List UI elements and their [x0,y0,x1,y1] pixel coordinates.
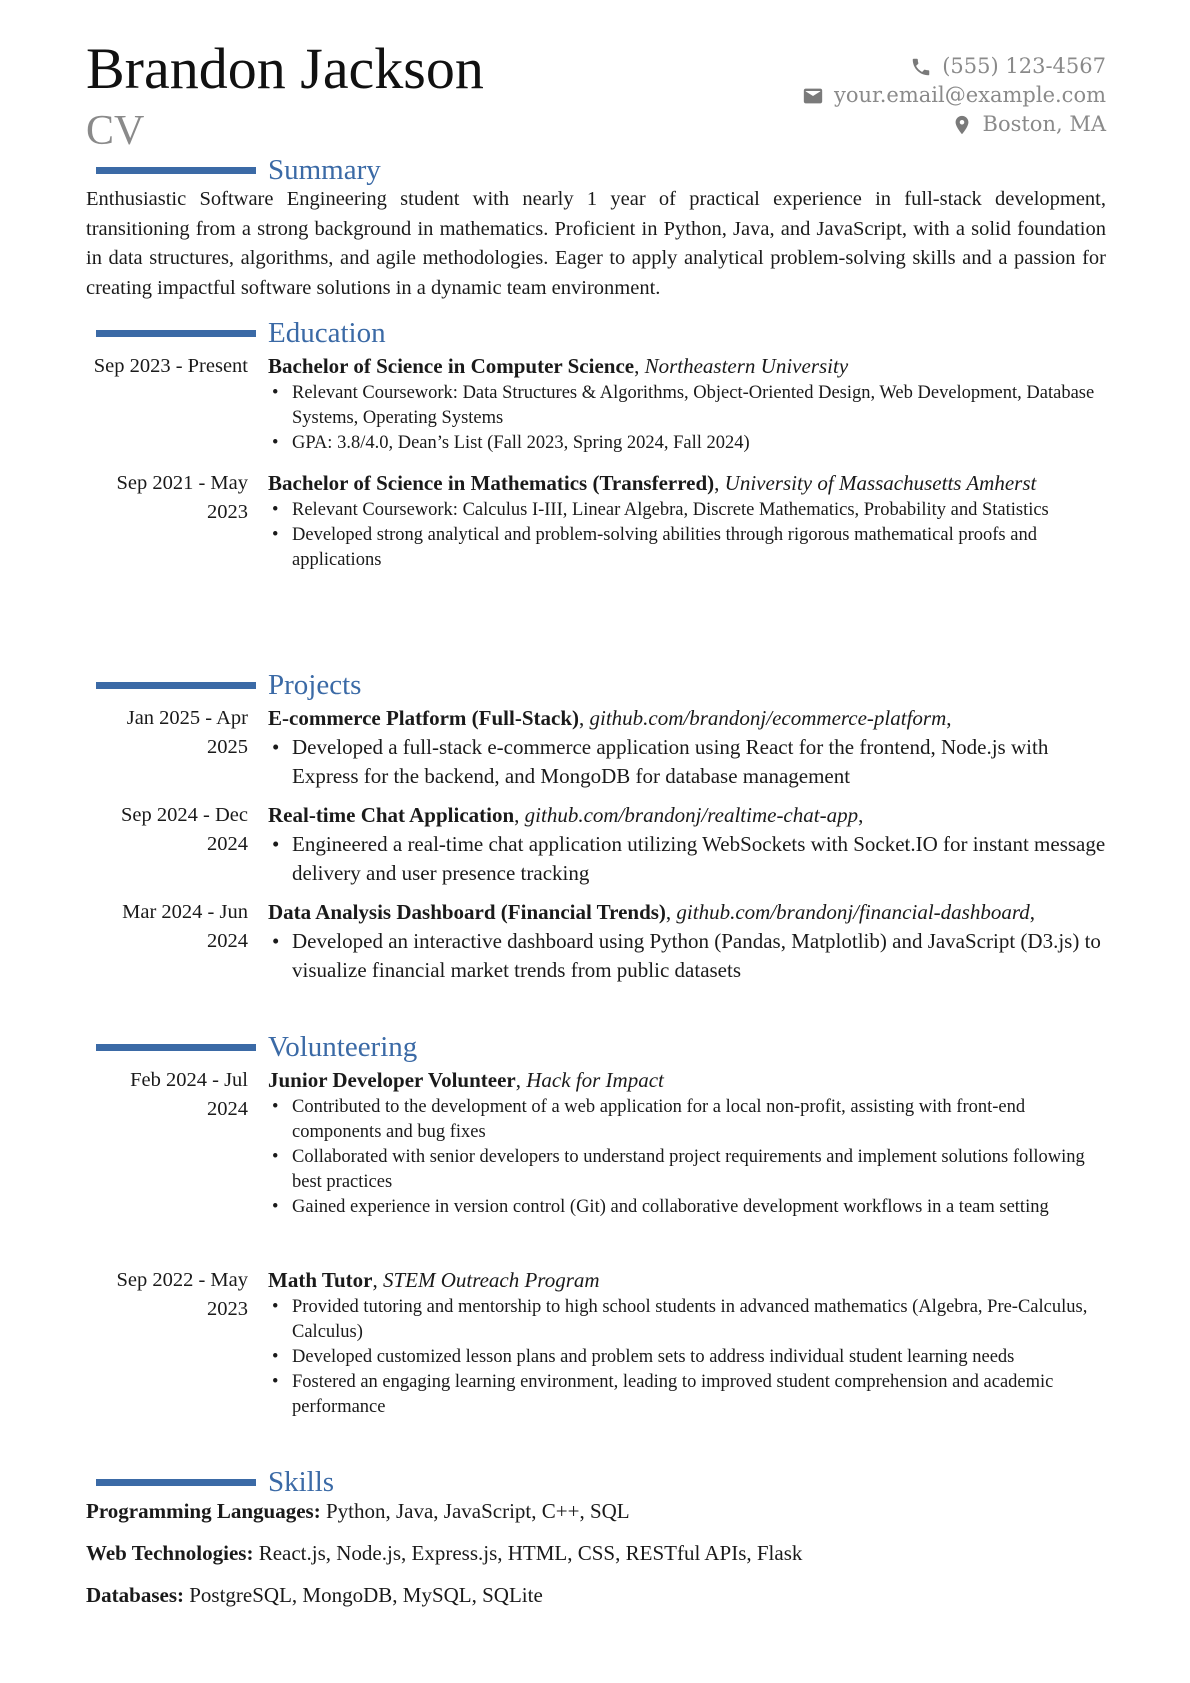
degree-title: Bachelor of Science in Computer Science [268,354,635,378]
entry-date: Sep 2022 - May 2023 [116,1269,248,1320]
education-entry: Sep 2023 - Present Bachelor of Science in Computer Science, Northeastern University • Relevant Coursework: Data Structures & Algorithms, Object-Oriented Design, Web Development, Database Systems, Operating Systems • GPA: 3.8/4.0, Dean’s List (Fall 2023, Spring 2024, Fall 2024) [86,352,1106,456]
map-marker-icon [951,114,973,136]
volunteering-entry: Feb 2024 - Jul 2024 Junior Developer Volunteer, Hack for Impact • Contributed to the development of a web application for a local non-profit, assisting with front-end components and bug fixes • Collaborated with senior developers to understand project requirements and implement solutions following best practices • Gained experience in version control (Git) and collaborative development workflows in a team setting [86,1066,1106,1220]
school-name: Northeastern University [644,354,849,378]
skill-values: PostgreSQL, MongoDB, MySQL, SQLite [189,1583,543,1607]
project-entry: Jan 2025 - Apr 2025 E-commerce Platform (Full-Stack), github.com/brandonj/ecommerce-platform, • Developed a full-stack e-commerce application using React for the frontend, Node.js with Express for the backend, and MongoDB for database management [86,704,1106,791]
candidate-name: Brandon Jackson [86,36,484,101]
list-item: • Developed a full-stack e-commerce application using React for the frontend, Node.js with Express for the backend, and MongoDB for database management [292,733,1106,791]
skills-row [86,1539,802,1568]
section-accent-bar [96,1044,256,1051]
contact-phone [802,52,1106,81]
entry-date: Sep 2023 - Present [93,355,248,377]
role-title: Math Tutor [268,1268,373,1292]
contact-block [802,52,1106,139]
section-skills-heading [86,1465,334,1499]
project-name: Real-time Chat Application [268,803,515,827]
email-text[interactable]: your.email@example.com [833,83,1106,107]
section-projects-heading [86,668,361,702]
section-summary-heading [86,153,381,187]
list-item: • Engineered a real-time chat application utilizing WebSockets with Socket.IO for instant message delivery and user presence tracking [292,830,1106,888]
section-title: Summary [268,153,381,186]
section-title: Volunteering [268,1030,418,1063]
list-item: • Developed strong analytical and problem-solving abilities through rigorous mathematical proofs and applications [292,523,1106,573]
phone-text[interactable]: (555) 123-4567 [942,54,1106,78]
project-link[interactable]: github.com/brandonj/financial-dashboard [676,900,1030,924]
section-title: Skills [268,1465,335,1498]
skills-row [86,1581,543,1610]
volunteering-entry: Sep 2022 - May 2023 Math Tutor, STEM Outreach Program • Provided tutoring and mentorship to high school students in advanced mathematics (Algebra, Pre-Calculus, Calculus) • Developed customized lesson plans and problem sets to address individual student learning needs • Fostered an engaging learning environment, leading to improved student comprehension and academic performance [86,1266,1106,1420]
phone-icon [910,56,932,78]
organization-name: STEM Outreach Program [382,1268,600,1292]
list-item: • Relevant Coursework: Data Structures & Algorithms, Object-Oriented Design, Web Development, Database Systems, Operating Systems [292,381,1106,431]
list-item: • Fostered an engaging learning environment, leading to improved student comprehension and academic performance [292,1370,1106,1420]
project-name: E-commerce Platform (Full-Stack) [268,706,580,730]
entry-date: Sep 2024 - Dec 2024 [121,804,248,855]
section-education-heading [86,316,386,350]
section-title: Projects [268,668,362,701]
degree-title: Bachelor of Science in Mathematics (Transferred) [268,471,715,495]
list-item: • Contributed to the development of a web application for a local non-profit, assisting with front-end components and bug fixes [292,1095,1106,1145]
project-name: Data Analysis Dashboard (Financial Trends) [268,900,666,924]
list-item: • Developed an interactive dashboard using Python (Pandas, Matplotlib) and JavaScript (D3.js) to visualize financial market trends from public datasets [292,927,1106,985]
entry-date: Feb 2024 - Jul 2024 [130,1069,248,1120]
section-accent-bar [96,1479,256,1486]
project-link[interactable]: github.com/brandonj/realtime-chat-app [524,803,859,827]
education-entry: Sep 2021 - May 2023 Bachelor of Science in Mathematics (Transferred), University of Massachusetts Amherst • Relevant Coursework: Calculus I-III, Linear Algebra, Discrete Mathematics, Probability and Statistics • Developed strong analytical and problem-solving abilities through rigorous mathematical proofs and applications [86,469,1106,573]
skill-label: Web Technologies: [86,1541,254,1565]
summary-text: Enthusiastic Software Engineering student with nearly 1 year of practical experience in full-stack development, transitioning from a strong background in mathematics. Proficient in Python, Java, and JavaScript, with a solid foundation in data structures, algorithms, and agile methodologies. Eager to apply analytical problem-solving skills and a passion for creating impactful software solutions in a dynamic team environment. [86,188,1106,299]
project-entry: Sep 2024 - Dec 2024 Real-time Chat Application, github.com/brandonj/realtime-chat-app, • Engineered a real-time chat application utilizing WebSockets with Socket.IO for instant message delivery and user presence tracking [86,801,1106,888]
skill-values: Python, Java, JavaScript, C++, SQL [325,1499,630,1523]
cv-page [86,0,1106,1683]
section-title: Education [268,316,386,349]
list-item: • Relevant Coursework: Calculus I-III, Linear Algebra, Discrete Mathematics, Probability and Statistics [292,498,1106,523]
skill-label: Programming Languages: [86,1499,321,1523]
entry-date: Mar 2024 - Jun 2024 [122,901,248,952]
school-name: University of Massachusetts Amherst [724,471,1037,495]
skill-values: React.js, Node.js, Express.js, HTML, CSS, RESTful APIs, Flask [258,1541,803,1565]
section-accent-bar [96,682,256,689]
organization-name: Hack for Impact [526,1068,664,1092]
skills-row [86,1497,630,1526]
list-item: • Provided tutoring and mentorship to high school students in advanced mathematics (Algebra, Pre-Calculus, Calculus) [292,1295,1106,1345]
role-title: Junior Developer Volunteer [268,1068,516,1092]
location-text: Boston, MA [982,112,1106,136]
section-volunteering-heading [86,1030,417,1064]
contact-email [802,81,1106,110]
document-subtitle: CV [86,108,145,154]
skill-label: Databases: [86,1583,184,1607]
section-accent-bar [96,330,256,337]
section-accent-bar [96,167,256,174]
list-item: • GPA: 3.8/4.0, Dean’s List (Fall 2023, Spring 2024, Fall 2024) [292,431,1106,456]
list-item: • Gained experience in version control (Git) and collaborative development workflows in a team setting [292,1195,1106,1220]
entry-date: Jan 2025 - Apr 2025 [126,707,248,758]
contact-location [802,110,1106,139]
project-entry: Mar 2024 - Jun 2024 Data Analysis Dashboard (Financial Trends), github.com/brandonj/financial-dashboard, • Developed an interactive dashboard using Python (Pandas, Matplotlib) and JavaScript (D3.js) to visualize financial market trends from public datasets [86,898,1106,985]
list-item: • Developed customized lesson plans and problem sets to address individual student learning needs [292,1345,1106,1370]
project-link[interactable]: github.com/brandonj/ecommerce-platform [589,706,947,730]
envelope-icon [802,85,824,107]
list-item: • Collaborated with senior developers to understand project requirements and implement solutions following best practices [292,1145,1106,1195]
entry-date: Sep 2021 - May 2023 [116,472,248,523]
